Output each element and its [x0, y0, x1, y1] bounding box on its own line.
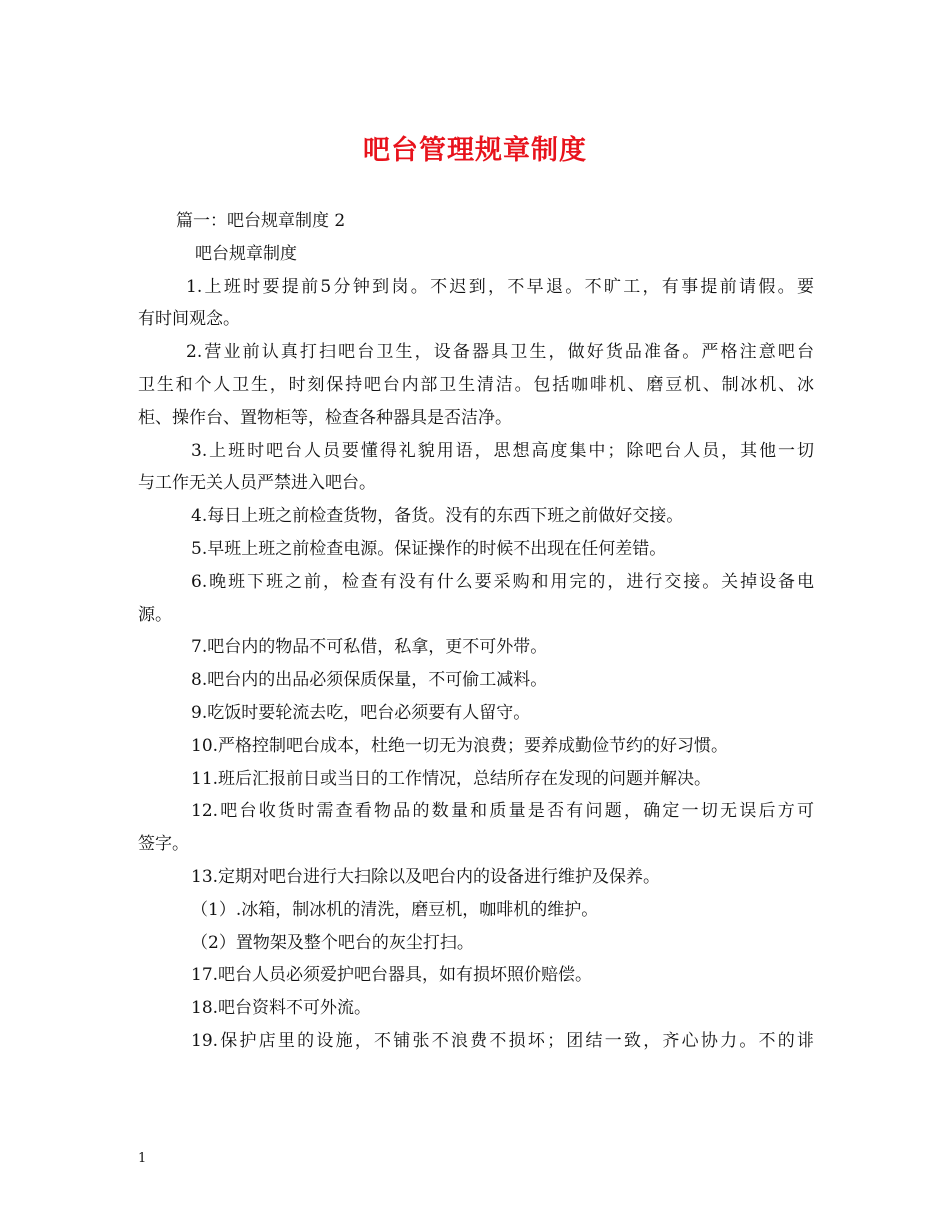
paragraph-line: 10.严格控制吧台成本，杜绝一切无为浪费；要养成勤俭节约的好习惯。	[191, 735, 729, 756]
paragraph-line: 源。	[138, 604, 172, 625]
paragraph-line: 有时间观念。	[138, 309, 240, 330]
paragraph-line: 17.吧台人员必须爱护吧台器具，如有损坏照价赔偿。	[191, 965, 593, 986]
paragraph-line: 11.班后汇报前日或当日的工作情况，总结所存在发现的问题并解决。	[191, 768, 712, 789]
paragraph-line: （1）.冰箱，制冰机的清洗，磨豆机，咖啡机的维护。	[191, 899, 599, 920]
paragraph-line: 2.营业前认真打扫吧台卫生，设备器具卫生，做好货品准备。严格注意吧台	[186, 342, 814, 363]
paragraph-line: 柜、操作台、置物柜等，检查各种器具是否洁净。	[138, 407, 512, 428]
paragraph-line: 4.每日上班之前检查货物，备货。没有的东西下班之前做好交接。	[191, 506, 684, 527]
paragraph-line: （2）置物架及整个吧台的灰尘打扫。	[191, 932, 474, 953]
paragraph-line: 5.早班上班之前检查电源。保证操作的时候不出现在任何差错。	[191, 538, 667, 559]
paragraph-line: 13.定期对吧台进行大扫除以及吧台内的设备进行维护及保养。	[191, 866, 661, 887]
paragraph-line: 卫生和个人卫生，时刻保持吧台内部卫生清洁。包括咖啡机、磨豆机、制冰机、冰	[138, 374, 814, 395]
document-body	[138, 205, 814, 1058]
paragraph-line: 6.晚班下班之前，检查有没有什么要采购和用完的，进行交接。关掉设备电	[191, 571, 814, 592]
section-heading: 篇一：吧台规章制度 2	[176, 211, 346, 231]
document-title: 吧台管理规章制度	[363, 135, 587, 166]
paragraph-line: 9.吃饭时要轮流去吃，吧台必须要有人留守。	[191, 702, 531, 723]
paragraph-line: 签字。	[138, 834, 189, 855]
paragraph-line: 与工作无关人员严禁进入吧台。	[138, 473, 376, 494]
paragraph-line: 7.吧台内的物品不可私借，私拿，更不可外带。	[191, 637, 548, 658]
paragraph-line: 18.吧台资料不可外流。	[191, 998, 372, 1019]
subheading: 吧台规章制度	[195, 243, 297, 264]
paragraph-line: 19.保护店里的设施，不铺张不浪费不损坏；团结一致，齐心协力。不的诽	[191, 1030, 814, 1051]
paragraph-line: 12.吧台收货时需查看物品的数量和质量是否有问题，确定一切无误后方可	[191, 801, 814, 822]
page-number: 1	[138, 1151, 147, 1166]
paragraph-line: 8.吧台内的出品必须保质保量，不可偷工减料。	[191, 670, 548, 691]
paragraph-line: 1.上班时要提前5分钟到岗。不迟到，不早退。不旷工，有事提前请假。要	[186, 276, 814, 297]
paragraph-line: 3.上班时吧台人员要懂得礼貌用语，思想高度集中；除吧台人员，其他一切	[191, 440, 814, 461]
